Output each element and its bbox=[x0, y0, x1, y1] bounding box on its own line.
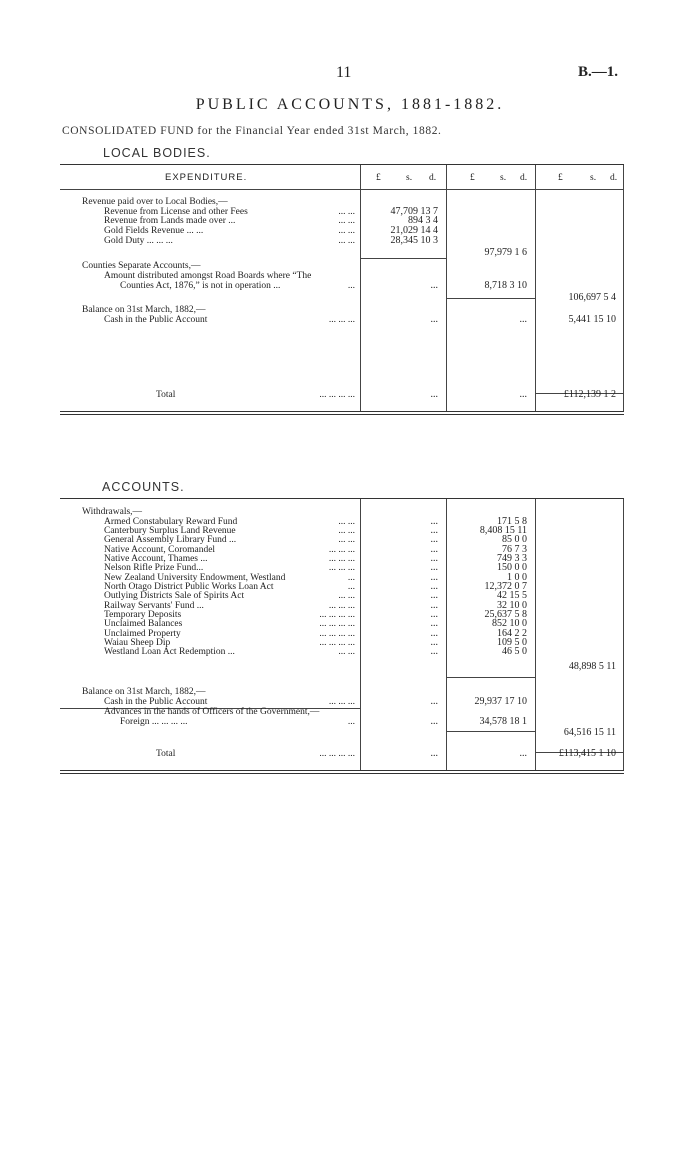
row-label: Gold Fields Revenue ... ... bbox=[104, 226, 204, 236]
section-heading-local-bodies: LOCAL BODIES. bbox=[103, 146, 211, 160]
row-amount-c2: 97,979 1 6 bbox=[484, 247, 527, 258]
row-amount-c2: 32 10 0 bbox=[497, 600, 527, 611]
col2-shillings-header: s. bbox=[500, 173, 507, 183]
expenditure-column-header: EXPENDITURE. bbox=[165, 172, 248, 183]
row-amount-c2: 150 0 0 bbox=[497, 562, 527, 573]
row-label: New Zealand University Endowment, Westland bbox=[104, 573, 286, 583]
row-amount-c2: 1 0 0 bbox=[507, 572, 527, 583]
row-amount-c1: ... bbox=[430, 600, 438, 611]
row-leader-dots: ... ... ... bbox=[328, 545, 355, 555]
document-reference: B.—1. bbox=[578, 64, 619, 80]
page-number: 11 bbox=[336, 64, 352, 81]
row-amount-c1: ... bbox=[430, 646, 438, 657]
row-amount-c3: 5,441 15 10 bbox=[568, 314, 616, 325]
row-label: Westland Loan Act Redemption ... bbox=[104, 647, 235, 657]
row-amount-c2: 109 5 0 bbox=[497, 637, 527, 648]
row-amount-c1: ... bbox=[430, 637, 438, 648]
row-leader-dots: ... ... ... ... bbox=[319, 610, 355, 620]
row-label: Unclaimed Property bbox=[104, 629, 181, 639]
row-leader-dots: ... ... ... bbox=[328, 554, 355, 564]
row-leader-dots: ... ... ... bbox=[328, 601, 355, 611]
row-label: General Assembly Library Fund ... bbox=[104, 535, 237, 545]
row-label: Unclaimed Balances bbox=[104, 619, 183, 629]
row-label: Amount distributed amongst Road Boards where “The bbox=[104, 271, 312, 281]
row-label: Nelson Rifle Prize Fund... bbox=[104, 563, 204, 573]
col3-pence-header: d. bbox=[610, 173, 618, 183]
row-amount-c1: ... bbox=[430, 581, 438, 592]
row-amount-c1: ... bbox=[430, 696, 438, 707]
row-leader-dots: ... ... ... ... bbox=[319, 619, 355, 629]
row-leader-dots: ... ... bbox=[338, 517, 355, 527]
row-label: Counties Separate Accounts,— bbox=[82, 261, 201, 271]
row-leader-dots: ... ... bbox=[338, 535, 355, 545]
row-leader-dots: ... ... ... ... bbox=[319, 638, 355, 648]
total-label: Total bbox=[156, 390, 176, 400]
row-leader-dots: ... bbox=[347, 582, 355, 592]
row-label: North Otago District Public Works Loan Act bbox=[104, 582, 274, 592]
row-amount-c1: ... bbox=[430, 314, 438, 325]
row-leader-dots: ... ... bbox=[338, 207, 355, 217]
row-amount-c1: ... bbox=[430, 618, 438, 629]
row-amount-c1: ... bbox=[430, 553, 438, 564]
row-amount-c2: ... bbox=[519, 314, 527, 325]
row-amount-c2: 8,718 3 10 bbox=[484, 280, 527, 291]
row-label: Withdrawals,— bbox=[82, 507, 143, 517]
row-leader-dots: ... bbox=[347, 281, 355, 291]
total-amount-c1: ... bbox=[430, 748, 438, 759]
row-amount-c1: ... bbox=[430, 534, 438, 545]
row-amount-c1: ... bbox=[430, 562, 438, 573]
row-amount-c1: ... bbox=[430, 525, 438, 536]
total-amount-c3: £113,415 1 10 bbox=[558, 748, 616, 759]
row-amount-c2: 85 0 0 bbox=[502, 534, 527, 545]
col1-pence-header: d. bbox=[429, 173, 437, 183]
row-amount-c2: 34,578 18 1 bbox=[479, 716, 527, 727]
col3-pounds-header: £ bbox=[558, 173, 563, 183]
page-title: PUBLIC ACCOUNTS, 1881-1882. bbox=[195, 96, 505, 113]
row-amount-c3: 64,516 15 11 bbox=[563, 727, 616, 738]
row-amount-c2: 46 5 0 bbox=[502, 646, 527, 657]
row-leader-dots: ... ... ... bbox=[328, 315, 355, 325]
row-amount-c2: 25,637 5 8 bbox=[484, 609, 527, 620]
col1-pounds-header: £ bbox=[376, 173, 381, 183]
row-label: Waiau Sheep Dip bbox=[104, 638, 171, 648]
total-leader-dots: ... ... ... ... bbox=[319, 749, 355, 759]
row-label: Advances in the hands of Officers of the Government,— bbox=[104, 707, 320, 717]
accounts-table bbox=[60, 498, 624, 771]
row-label: Balance on 31st March, 1882,— bbox=[82, 687, 206, 697]
row-label: Native Account, Coromandel bbox=[104, 545, 216, 555]
row-amount-c2: 76 7 3 bbox=[502, 544, 527, 555]
page-subtitle: CONSOLIDATED FUND for the Financial Year ended 31st March, 1882. bbox=[62, 125, 442, 137]
row-leader-dots: ... ... bbox=[338, 591, 355, 601]
section-heading-accounts: ACCOUNTS. bbox=[102, 480, 185, 494]
row-amount-c2: 164 2 2 bbox=[497, 628, 527, 639]
col2-pence-header: d. bbox=[520, 173, 528, 183]
row-label: Railway Servants' Fund ... bbox=[104, 601, 204, 611]
row-amount-c1: ... bbox=[430, 544, 438, 555]
row-amount-c1: 47,709 13 7 bbox=[390, 206, 438, 217]
row-amount-c3: 48,898 5 11 bbox=[568, 661, 616, 672]
row-amount-c1: 894 3 4 bbox=[408, 215, 438, 226]
row-amount-c1: ... bbox=[430, 572, 438, 583]
row-leader-dots: ... ... ... bbox=[328, 563, 355, 573]
col1-shillings-header: s. bbox=[406, 173, 413, 183]
row-label: Counties Act, 1876,” is not in operation ... bbox=[120, 281, 281, 291]
total-amount-c2: ... bbox=[519, 748, 527, 759]
row-label: Native Account, Thames ... bbox=[104, 554, 208, 564]
row-amount-c2: 42 15 5 bbox=[497, 590, 527, 601]
col2-pounds-header: £ bbox=[470, 173, 475, 183]
row-label: Foreign ... ... ... ... bbox=[120, 717, 188, 727]
row-label: Canterbury Surplus Land Revenue bbox=[104, 526, 236, 536]
row-leader-dots: ... bbox=[347, 717, 355, 727]
row-label: Cash in the Public Account bbox=[104, 315, 208, 325]
row-amount-c2: 8,408 15 11 bbox=[479, 525, 527, 536]
row-amount-c2: 12,372 0 7 bbox=[484, 581, 527, 592]
row-amount-c1: ... bbox=[430, 590, 438, 601]
row-leader-dots: ... ... bbox=[338, 526, 355, 536]
row-amount-c3: 106,697 5 4 bbox=[568, 292, 616, 303]
row-label: Revenue paid over to Local Bodies,— bbox=[82, 197, 228, 207]
total-amount-c1: ... bbox=[430, 389, 438, 400]
row-leader-dots: ... ... bbox=[338, 216, 355, 226]
local-bodies-table bbox=[60, 164, 624, 412]
row-label: Balance on 31st March, 1882,— bbox=[82, 305, 206, 315]
row-label: Outlying Districts Sale of Spirits Act bbox=[104, 591, 245, 601]
row-amount-c1: ... bbox=[430, 716, 438, 727]
row-amount-c1: 21,029 14 4 bbox=[390, 225, 438, 236]
row-leader-dots: ... ... bbox=[338, 236, 355, 246]
row-amount-c2: 171 5 8 bbox=[497, 516, 527, 527]
row-amount-c1: ... bbox=[430, 516, 438, 527]
row-amount-c2: 852 10 0 bbox=[492, 618, 527, 629]
total-leader-dots: ... ... ... ... bbox=[319, 390, 355, 400]
total-amount-c2: ... bbox=[519, 389, 527, 400]
row-label: Temporary Deposits bbox=[104, 610, 182, 620]
row-amount-c2: 749 3 3 bbox=[497, 553, 527, 564]
row-label: Armed Constabulary Reward Fund bbox=[104, 517, 238, 527]
row-leader-dots: ... ... ... bbox=[328, 697, 355, 707]
total-label: Total bbox=[156, 749, 176, 759]
row-leader-dots: ... ... bbox=[338, 647, 355, 657]
row-label: Revenue from License and other Fees bbox=[104, 207, 248, 217]
row-amount-c1: ... bbox=[430, 609, 438, 620]
row-leader-dots: ... ... bbox=[338, 226, 355, 236]
row-amount-c1: 28,345 10 3 bbox=[390, 235, 438, 246]
row-leader-dots: ... bbox=[347, 573, 355, 583]
total-amount-c3: £112,139 1 2 bbox=[563, 389, 616, 400]
row-amount-c1: ... bbox=[430, 280, 438, 291]
row-label: Gold Duty ... ... ... bbox=[104, 236, 173, 246]
row-label: Revenue from Lands made over ... bbox=[104, 216, 236, 226]
row-label: Cash in the Public Account bbox=[104, 697, 208, 707]
row-amount-c1: ... bbox=[430, 628, 438, 639]
col3-shillings-header: s. bbox=[590, 173, 597, 183]
row-amount-c2: 29,937 17 10 bbox=[474, 696, 527, 707]
row-leader-dots: ... ... ... ... bbox=[319, 629, 355, 639]
